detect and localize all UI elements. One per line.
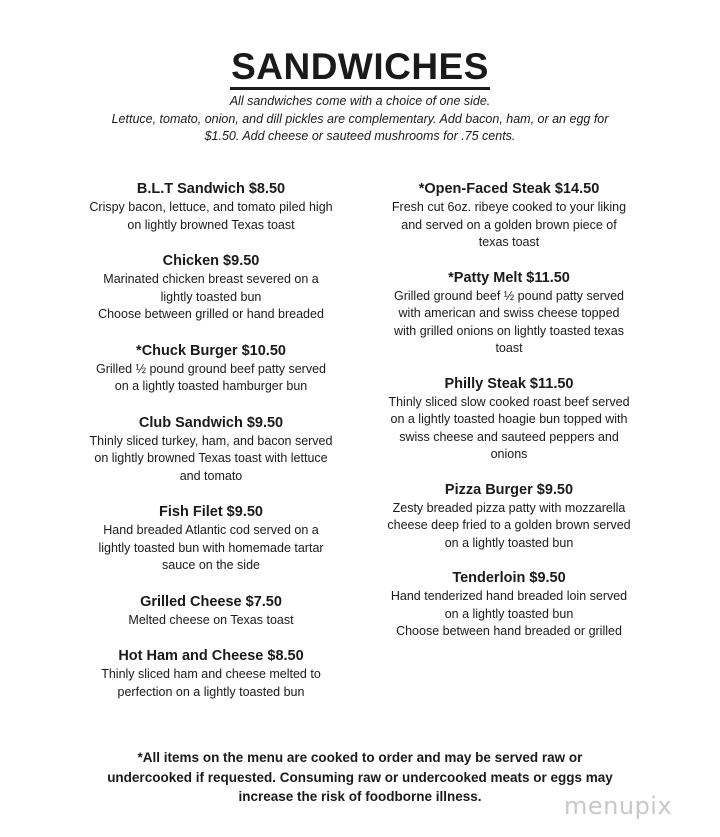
item-desc: swiss cheese and sauteed peppers and: [399, 429, 619, 444]
menu-item-club-sandwich: [76, 414, 346, 486]
menu-item-chicken: [76, 252, 346, 324]
item-desc: on lightly browned Texas toast: [127, 217, 295, 232]
item-desc: Melted cheese on Texas toast: [128, 612, 294, 627]
item-name: Club Sandwich $9.50: [138, 414, 284, 431]
item-desc: Crispy bacon, lettuce, and tomato piled high: [89, 200, 333, 214]
item-desc: Marinated chicken breast severed on a: [103, 272, 319, 286]
menu-item-philly-steak: [374, 375, 644, 464]
menu-item-hot-ham-and-cheese: [76, 647, 346, 701]
menupix-watermark: menupix: [564, 792, 673, 820]
menu-item-blt: [76, 180, 346, 234]
item-desc: Fresh cut 6oz. ribeye cooked to your liking: [391, 200, 627, 214]
item-desc: with american and swiss cheese topped: [398, 306, 620, 320]
item-desc: texas toast: [478, 235, 540, 249]
item-desc: toast: [495, 341, 523, 355]
item-desc: Hand tenderized hand breaded loin served: [390, 589, 628, 603]
page-title-text: SANDWICHES: [230, 47, 490, 90]
item-desc: Hand breaded Atlantic cod served on a: [103, 523, 319, 537]
item-desc: lightly toasted bun with homemade tartar: [98, 540, 324, 555]
item-name: B.L.T Sandwich $8.50: [136, 181, 286, 197]
menu-item-pizza-burger: [374, 481, 644, 553]
item-name: Philly Steak $11.50: [444, 375, 574, 392]
item-name: Grilled Cheese $7.50: [140, 593, 282, 610]
item-desc: with grilled onions on lightly toasted texas: [394, 323, 624, 338]
page-title: [0, 46, 720, 90]
item-desc: on a lightly toasted hamburger bun: [114, 379, 308, 393]
item-desc: on a lightly toasted hoagie bun topped with: [390, 412, 628, 426]
item-name: Fish Filet $9.50: [159, 504, 263, 520]
menu-item-tenderloin: [374, 569, 644, 641]
item-desc: Thinly sliced turkey, ham, and bacon served: [89, 433, 333, 448]
item-desc: on a lightly toasted bun: [444, 606, 574, 621]
item-name: Tenderloin $9.50: [452, 570, 566, 586]
item-desc: onions: [490, 447, 528, 461]
item-desc: Grilled ground beef ½ pound patty served: [393, 288, 624, 303]
item-name: *Chuck Burger $10.50: [136, 342, 286, 359]
item-desc: sauce on the side: [162, 558, 260, 572]
intro-line: $1.50. Add cheese or sauteed mushrooms for .75 cents.: [204, 129, 516, 143]
item-desc: Zesty breaded pizza patty with mozzarella: [392, 500, 626, 515]
intro-line: Lettuce, tomato, onion, and dill pickles are complementary. Add bacon, ham, or an egg for: [111, 111, 609, 126]
right-column: [374, 180, 644, 641]
notice-line: undercooked if requested. Consuming raw or undercooked meats or eggs may: [107, 769, 613, 785]
menu-item-grilled-cheese: [76, 593, 346, 630]
item-desc: Thinly sliced ham and cheese melted to: [101, 667, 321, 681]
item-desc: cheese deep fried to a golden brown served: [387, 518, 631, 532]
left-column: [76, 180, 346, 701]
item-name: Chicken $9.50: [162, 253, 260, 269]
item-desc: Thinly sliced slow cooked roast beef served: [388, 394, 630, 409]
intro-line: All sandwiches come with a choice of one side.: [229, 94, 491, 108]
item-desc: Choose between grilled or hand breaded: [98, 307, 324, 321]
notice-line: increase the risk of foodborne illness.: [238, 789, 482, 804]
food-safety-notice: [85, 748, 635, 807]
item-name: *Patty Melt $11.50: [448, 269, 570, 286]
item-desc: and tomato: [179, 468, 243, 483]
item-name: *Open-Faced Steak $14.50: [418, 181, 600, 197]
menu-item-chuck-burger: [76, 342, 346, 396]
menu-item-fish-filet: [76, 503, 346, 575]
menu-item-open-faced-steak: [374, 180, 644, 252]
item-desc: Choose between hand breaded or grilled: [396, 624, 622, 638]
menu-intro: [80, 93, 640, 146]
item-name: Hot Ham and Cheese $8.50: [118, 648, 304, 664]
menu-item-patty-melt: [374, 269, 644, 358]
item-desc: lightly toasted bun: [160, 289, 262, 304]
item-desc: on a lightly toasted bun: [444, 535, 574, 550]
item-desc: and served on a golden brown piece of: [401, 217, 617, 232]
item-desc: Grilled ½ pound ground beef patty served: [95, 361, 326, 376]
item-desc: on lightly browned Texas toast with lettuce: [94, 451, 328, 465]
notice-line: *All items on the menu are cooked to order and may be served raw or: [137, 750, 583, 765]
item-name: Pizza Burger $9.50: [444, 481, 574, 498]
item-desc: perfection on a lightly toasted bun: [117, 684, 305, 699]
